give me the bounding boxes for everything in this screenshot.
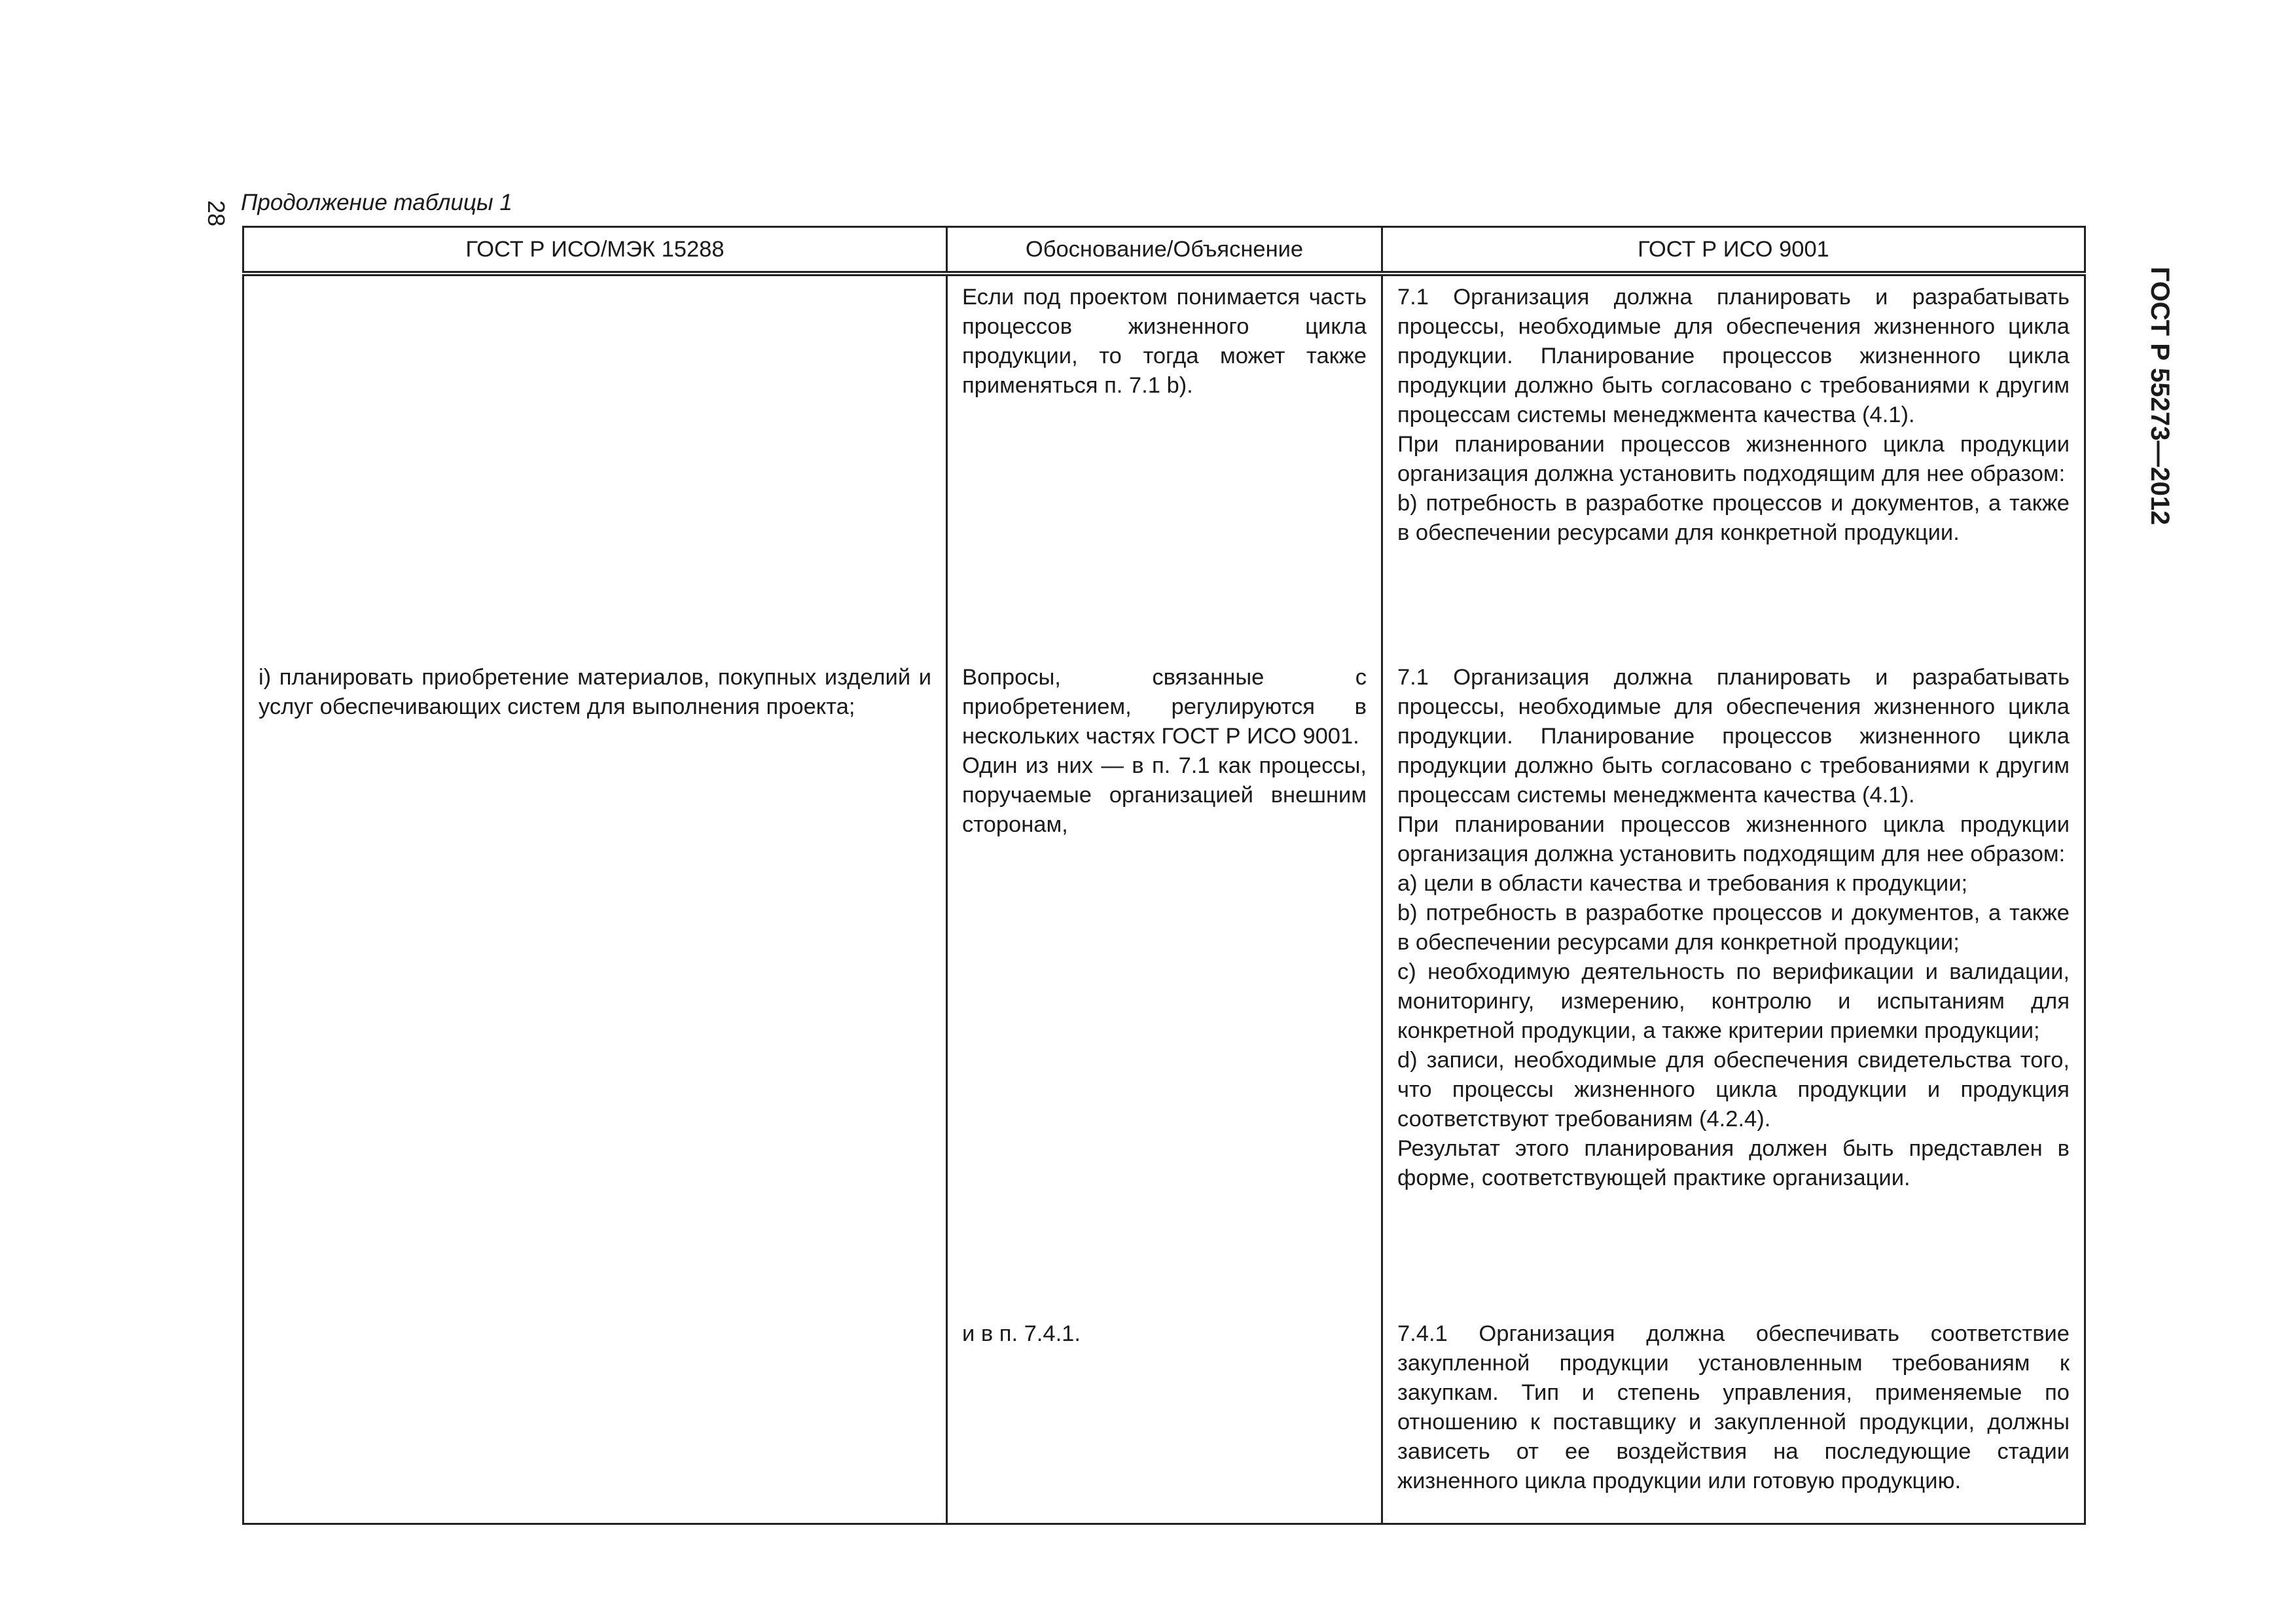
page-number: 28: [203, 200, 230, 227]
cell-15288: [243, 1313, 947, 1524]
cell-9001: [1382, 656, 2085, 1313]
table-row: [243, 656, 2085, 1313]
cell-15288: [243, 274, 947, 656]
table-row: [243, 274, 2085, 656]
paragraph: и в п. 7.4.1.: [962, 1321, 1081, 1346]
document-code: ГОСТ Р 55273—2012: [2145, 266, 2174, 526]
paragraph: Один из них — в п. 7.1 как процессы, поручаемые организацией внешним сторонам,: [962, 753, 1367, 837]
header-justification: Обоснование/Объяснение: [947, 227, 1382, 274]
paragraph: b) потребность в разработке процессов и документов, а также в обеспечении ресурсами для конкретной продукции;: [1397, 901, 2070, 955]
comparison-table: [242, 226, 2086, 1525]
cell-15288: [243, 656, 947, 1313]
header-gost-iso-iec-15288: ГОСТ Р ИСО/МЭК 15288: [243, 227, 947, 274]
paragraph: 7.1 Организация должна планировать и разрабатывать процессы, необходимые для обеспечения жизненного цикла продукции. Планирование процессов жизненного цикла продукции должно быть согласовано с требованиями к другим процессам системы менеджмента качества (4.1).: [1397, 285, 2070, 427]
table-caption: Продолжение таблицы 1: [241, 190, 512, 215]
paragraph: a) цели в области качества и требования к продукции;: [1397, 871, 1968, 896]
paragraph: c) необходимую деятельность по верификации и валидации, мониторингу, измерению, контролю и испытаниям для конкретной продукции, а также критерии приемки продукции;: [1397, 959, 2070, 1043]
paragraph: d) записи, необходимые для обеспечения свидетельства того, что процессы жизненного цикла продукции и продукция соответствуют требованиям (4.2.4).: [1397, 1048, 2070, 1132]
cell-justification: [947, 656, 1382, 1313]
cell-justification: [947, 1313, 1382, 1524]
paragraph: b) потребность в разработке процессов и документов, а также в обеспечении ресурсами для конкретной продукции.: [1397, 491, 2070, 545]
cell-justification: [947, 274, 1382, 656]
paragraph: При планировании процессов жизненного цикла продукции организация должна установить подходящим для нее образом:: [1397, 432, 2070, 486]
header-gost-iso-9001: ГОСТ Р ИСО 9001: [1382, 227, 2085, 274]
paragraph: При планировании процессов жизненного цикла продукции организация должна установить подходящим для нее образом:: [1397, 812, 2070, 866]
cell-9001: [1382, 274, 2085, 656]
paragraph: 7.1 Организация должна планировать и разрабатывать процессы, необходимые для обеспечения жизненного цикла продукции. Планирование процессов жизненного цикла продукции должно быть согласовано с требованиями к другим процессам системы менеджмента качества (4.1).: [1397, 665, 2070, 808]
cell-9001: [1382, 1313, 2085, 1524]
paragraph: i) планировать приобретение материалов, покупных изделий и услуг обеспечивающих систем для выполнения проекта;: [259, 665, 931, 719]
table-row: [243, 1313, 2085, 1524]
paragraph: 7.4.1 Организация должна обеспечивать соответствие закупленной продукции установленным требованиям к закупкам. Тип и степень управления, применяемые по отношению к поставщику и закупленной продукции, должны зависеть от ее воздействия на последующие стадии жизненного цикла продукции или готовую продукцию.: [1397, 1321, 2070, 1493]
paragraph: Результат этого планирования должен быть представлен в форме, соответствующей практике организации.: [1397, 1136, 2070, 1190]
paragraph: Вопросы, связанные с приобретением, регулируются в нескольких частях ГОСТ Р ИСО 9001.: [962, 665, 1367, 749]
paragraph: Если под проектом понимается часть процессов жизненного цикла продукции, то тогда может также применяться п. 7.1 b).: [962, 285, 1367, 398]
table-header-row: [243, 227, 2085, 274]
